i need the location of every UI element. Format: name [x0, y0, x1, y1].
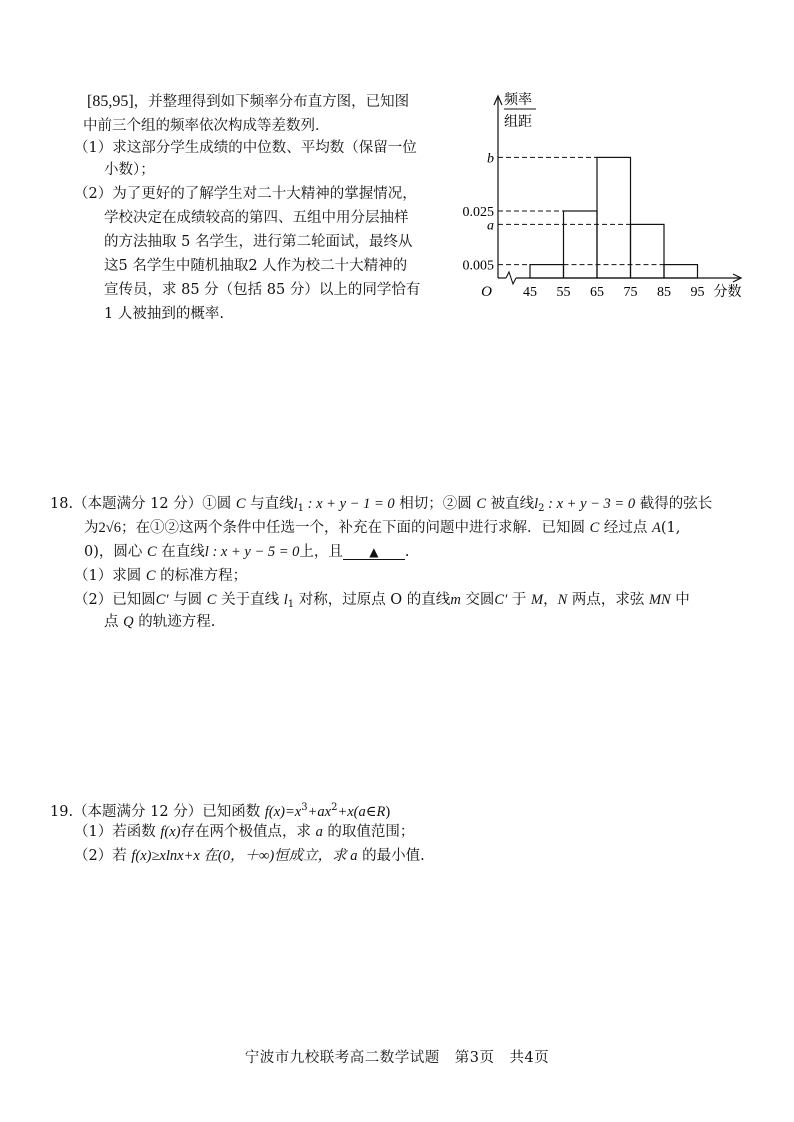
- x-tick-label: 75: [623, 285, 638, 300]
- frequency-histogram: [450, 84, 750, 314]
- x-tick-label: 95: [690, 285, 705, 300]
- x-tick-label: 55: [556, 285, 571, 300]
- y-tick-label: 0.025: [462, 205, 494, 220]
- q19-part1: （1）若函数 f(x)存在两个极值点，求 a 的取值范围；: [74, 824, 415, 840]
- x-tick-label: 45: [523, 285, 537, 300]
- q19-line1: 19.（本题满分 12 分）已知函数 $f(x)=x^3+ax^2+x(a\in R)$: [50, 802, 391, 820]
- histogram-bar: [530, 265, 564, 278]
- histogram-bar: [664, 265, 698, 278]
- x-axis-label: 分数: [713, 285, 742, 300]
- page-footer: 宁波市九校联考高二数学试题 第3页 共4页: [244, 1050, 550, 1066]
- q17-part1: （1）求这部分学生成绩的中位数、平均数（保留一位: [74, 140, 417, 156]
- y-axis-label-denominator: 组距: [504, 115, 532, 130]
- q17-part2-line3: 的方法抽取 5 名学生，进行第二轮面试，最终从: [104, 234, 413, 250]
- q17-line1: [85,95]，并整理得到如下频率分布直方图，已知图: [87, 93, 410, 110]
- q19-part2: （2）若 f(x)≥xlnx+x 在(0，＋∞)恒成立，求 a 的最小值.: [74, 848, 425, 864]
- q18-part1: （1）求圆 C 的标准方程；: [74, 568, 248, 584]
- q17-part2-line6: 1 人被抽到的概率.: [104, 306, 224, 322]
- q18-part2: （2）已知圆C′ 与圆 C 关于直线 $l_1$ 对称，过原点 O 的直线m 交圆C′ 于 M，N 两点，求弦 MN 中: [74, 592, 690, 610]
- y-tick-label: b: [487, 151, 494, 167]
- q17-part2-line2: 学校决定在成绩较高的第四、五组中用分层抽样: [104, 210, 409, 226]
- histogram-bar: [631, 224, 665, 278]
- histogram-bar: [564, 211, 598, 278]
- x-tick-label: 85: [657, 285, 671, 300]
- q17-part2: （2）为了更好的了解学生对二十大精神的掌握情况，: [74, 186, 417, 202]
- answer-blank: ▲: [343, 545, 405, 560]
- y-tick-label: 0.005: [462, 258, 494, 274]
- axis-break-mark: [506, 272, 516, 284]
- histogram-bar: [597, 157, 631, 278]
- q18-line2: 为2√6；在①②这两个条件中任选一个，补充在下面的问题中进行求解．已知圆 C 经过点 A(1,: [84, 520, 681, 536]
- q17-part1-cont: 小数）；: [104, 162, 155, 178]
- origin-label: O: [481, 284, 492, 300]
- x-tick-label: 65: [590, 285, 604, 300]
- q17-line2: 中前三个组的频率依次构成等差数列．: [83, 118, 330, 134]
- q17-part2-line5: 宣传员，求 85 分（包括 85 分）以上的同学恰有: [104, 282, 421, 298]
- y-tick-label: a: [487, 218, 494, 234]
- y-axis-label-numerator: 频率: [504, 93, 532, 108]
- q18-line3: 0)，圆心 C 在直线l : x + y − 5 = 0上，且 ▲ .: [84, 544, 410, 560]
- q18-part2-cont: 点 Q 的轨迹方程.: [104, 614, 216, 630]
- q17-part2-line4: 这5 名学生中随机抽取2 人作为校二十大精神的: [104, 258, 408, 274]
- q18-line1: 18.（本题满分 12 分）①圆 C 与直线$l_1$ : x + y − 1 = 0 相切；②圆 C 被直线$l_2$ : x + y − 3 = 0 截得的弦长: [50, 496, 713, 514]
